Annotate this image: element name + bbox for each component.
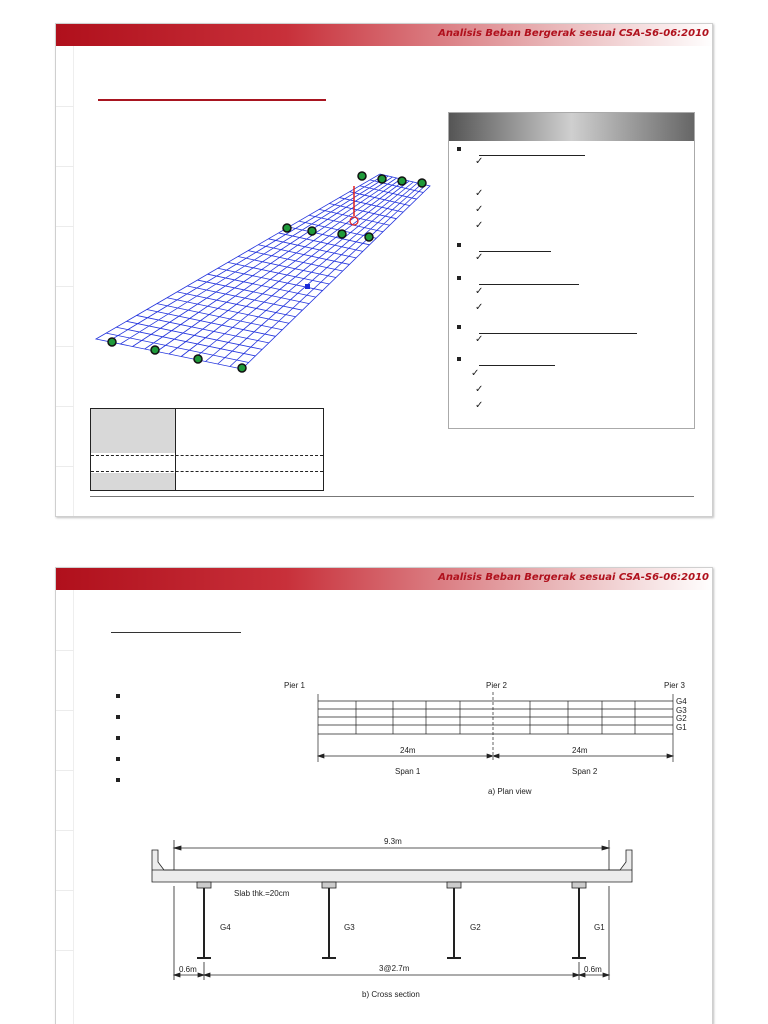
left-strip bbox=[56, 46, 74, 516]
check-icon: ✓ bbox=[475, 204, 484, 215]
header-title: Analisis Beban Bergerak sesuai CSA-S6-06:2010 bbox=[438, 572, 709, 583]
legend-heading-line bbox=[479, 365, 555, 366]
table-header-cell bbox=[91, 473, 175, 490]
overhang-dimension: 0.6m bbox=[179, 965, 197, 974]
support-node bbox=[151, 346, 159, 354]
section-title-underline bbox=[98, 99, 326, 101]
plan-view-caption: a) Plan view bbox=[488, 787, 532, 796]
girder-label: G2 bbox=[470, 923, 481, 932]
left-strip bbox=[56, 590, 74, 1024]
pier-label: Pier 3 bbox=[664, 681, 685, 690]
plan-view-drawing bbox=[276, 676, 696, 806]
bullet bbox=[116, 736, 120, 740]
span-length: 24m bbox=[400, 746, 416, 755]
pier-label: Pier 1 bbox=[284, 681, 305, 690]
support-node bbox=[378, 175, 386, 183]
support-nodes bbox=[108, 172, 426, 372]
support-node bbox=[194, 355, 202, 363]
girder-label: G3 bbox=[676, 706, 687, 715]
pier-labels bbox=[284, 681, 685, 690]
check-icon: ✓ bbox=[475, 156, 484, 167]
girder-labels bbox=[676, 697, 687, 732]
slide-2 bbox=[55, 567, 713, 1024]
check-icon: ✓ bbox=[475, 400, 484, 411]
span-length: 24m bbox=[572, 746, 588, 755]
mesh-line bbox=[116, 327, 255, 356]
header-bar bbox=[56, 24, 713, 46]
legend-heading-line bbox=[479, 251, 551, 252]
support-node bbox=[398, 177, 406, 185]
bridge-mesh bbox=[96, 174, 430, 369]
span-label: Span 1 bbox=[395, 767, 421, 776]
span-label: Span 2 bbox=[572, 767, 598, 776]
bullet bbox=[457, 357, 461, 361]
divider bbox=[90, 496, 694, 497]
support-node bbox=[283, 224, 291, 232]
section-title-underline bbox=[111, 632, 241, 633]
table-header-cell bbox=[91, 409, 175, 453]
support-node bbox=[308, 227, 316, 235]
support-node bbox=[238, 364, 246, 372]
bullet bbox=[116, 757, 120, 761]
support-node bbox=[418, 179, 426, 187]
check-icon: ✓ bbox=[475, 302, 484, 313]
check-icon: ✓ bbox=[475, 252, 484, 263]
overhang-dimension: 0.6m bbox=[584, 965, 602, 974]
bridge-3d-model bbox=[92, 164, 437, 379]
girder-label: G2 bbox=[676, 714, 687, 723]
girder-label: G1 bbox=[594, 923, 605, 932]
support-node bbox=[338, 230, 346, 238]
check-icon: ✓ bbox=[475, 384, 484, 395]
girder-label: G1 bbox=[676, 723, 687, 732]
bullet bbox=[457, 147, 461, 151]
bullet bbox=[116, 715, 120, 719]
bullet bbox=[116, 778, 120, 782]
slide-1 bbox=[55, 23, 713, 517]
check-icon: ✓ bbox=[475, 334, 484, 345]
check-icon: ✓ bbox=[475, 188, 484, 199]
deck-width: 9.3m bbox=[384, 837, 402, 846]
pier-label: Pier 2 bbox=[486, 681, 507, 690]
mesh-line bbox=[126, 321, 262, 349]
cross-section-caption: b) Cross section bbox=[362, 990, 420, 999]
girder-label: G3 bbox=[344, 923, 355, 932]
bullet bbox=[457, 325, 461, 329]
bullet bbox=[457, 276, 461, 280]
girder-label: G4 bbox=[676, 697, 687, 706]
legend-panel bbox=[448, 112, 695, 429]
header-bar bbox=[56, 568, 713, 590]
support-node bbox=[365, 233, 373, 241]
legend-heading-line bbox=[479, 333, 637, 334]
load-marker bbox=[305, 186, 358, 289]
legend-header bbox=[449, 113, 694, 141]
bullet bbox=[116, 694, 120, 698]
summary-table bbox=[90, 408, 324, 491]
check-icon: ✓ bbox=[471, 368, 480, 379]
girder-label: G4 bbox=[220, 923, 231, 932]
cross-section-drawing bbox=[144, 830, 644, 1006]
legend-heading-line bbox=[479, 155, 585, 156]
check-icon: ✓ bbox=[475, 220, 484, 231]
check-icon: ✓ bbox=[475, 286, 484, 297]
slab-thickness: Slab thk.=20cm bbox=[234, 889, 290, 898]
support-node bbox=[358, 172, 366, 180]
header-title: Analisis Beban Bergerak sesuai CSA-S6-06:2010 bbox=[438, 28, 709, 39]
support-node bbox=[108, 338, 116, 346]
mesh-line bbox=[106, 333, 249, 362]
bullet bbox=[457, 243, 461, 247]
girder-spacing: 3@2.7m bbox=[379, 964, 410, 973]
legend-heading-line bbox=[479, 284, 579, 285]
